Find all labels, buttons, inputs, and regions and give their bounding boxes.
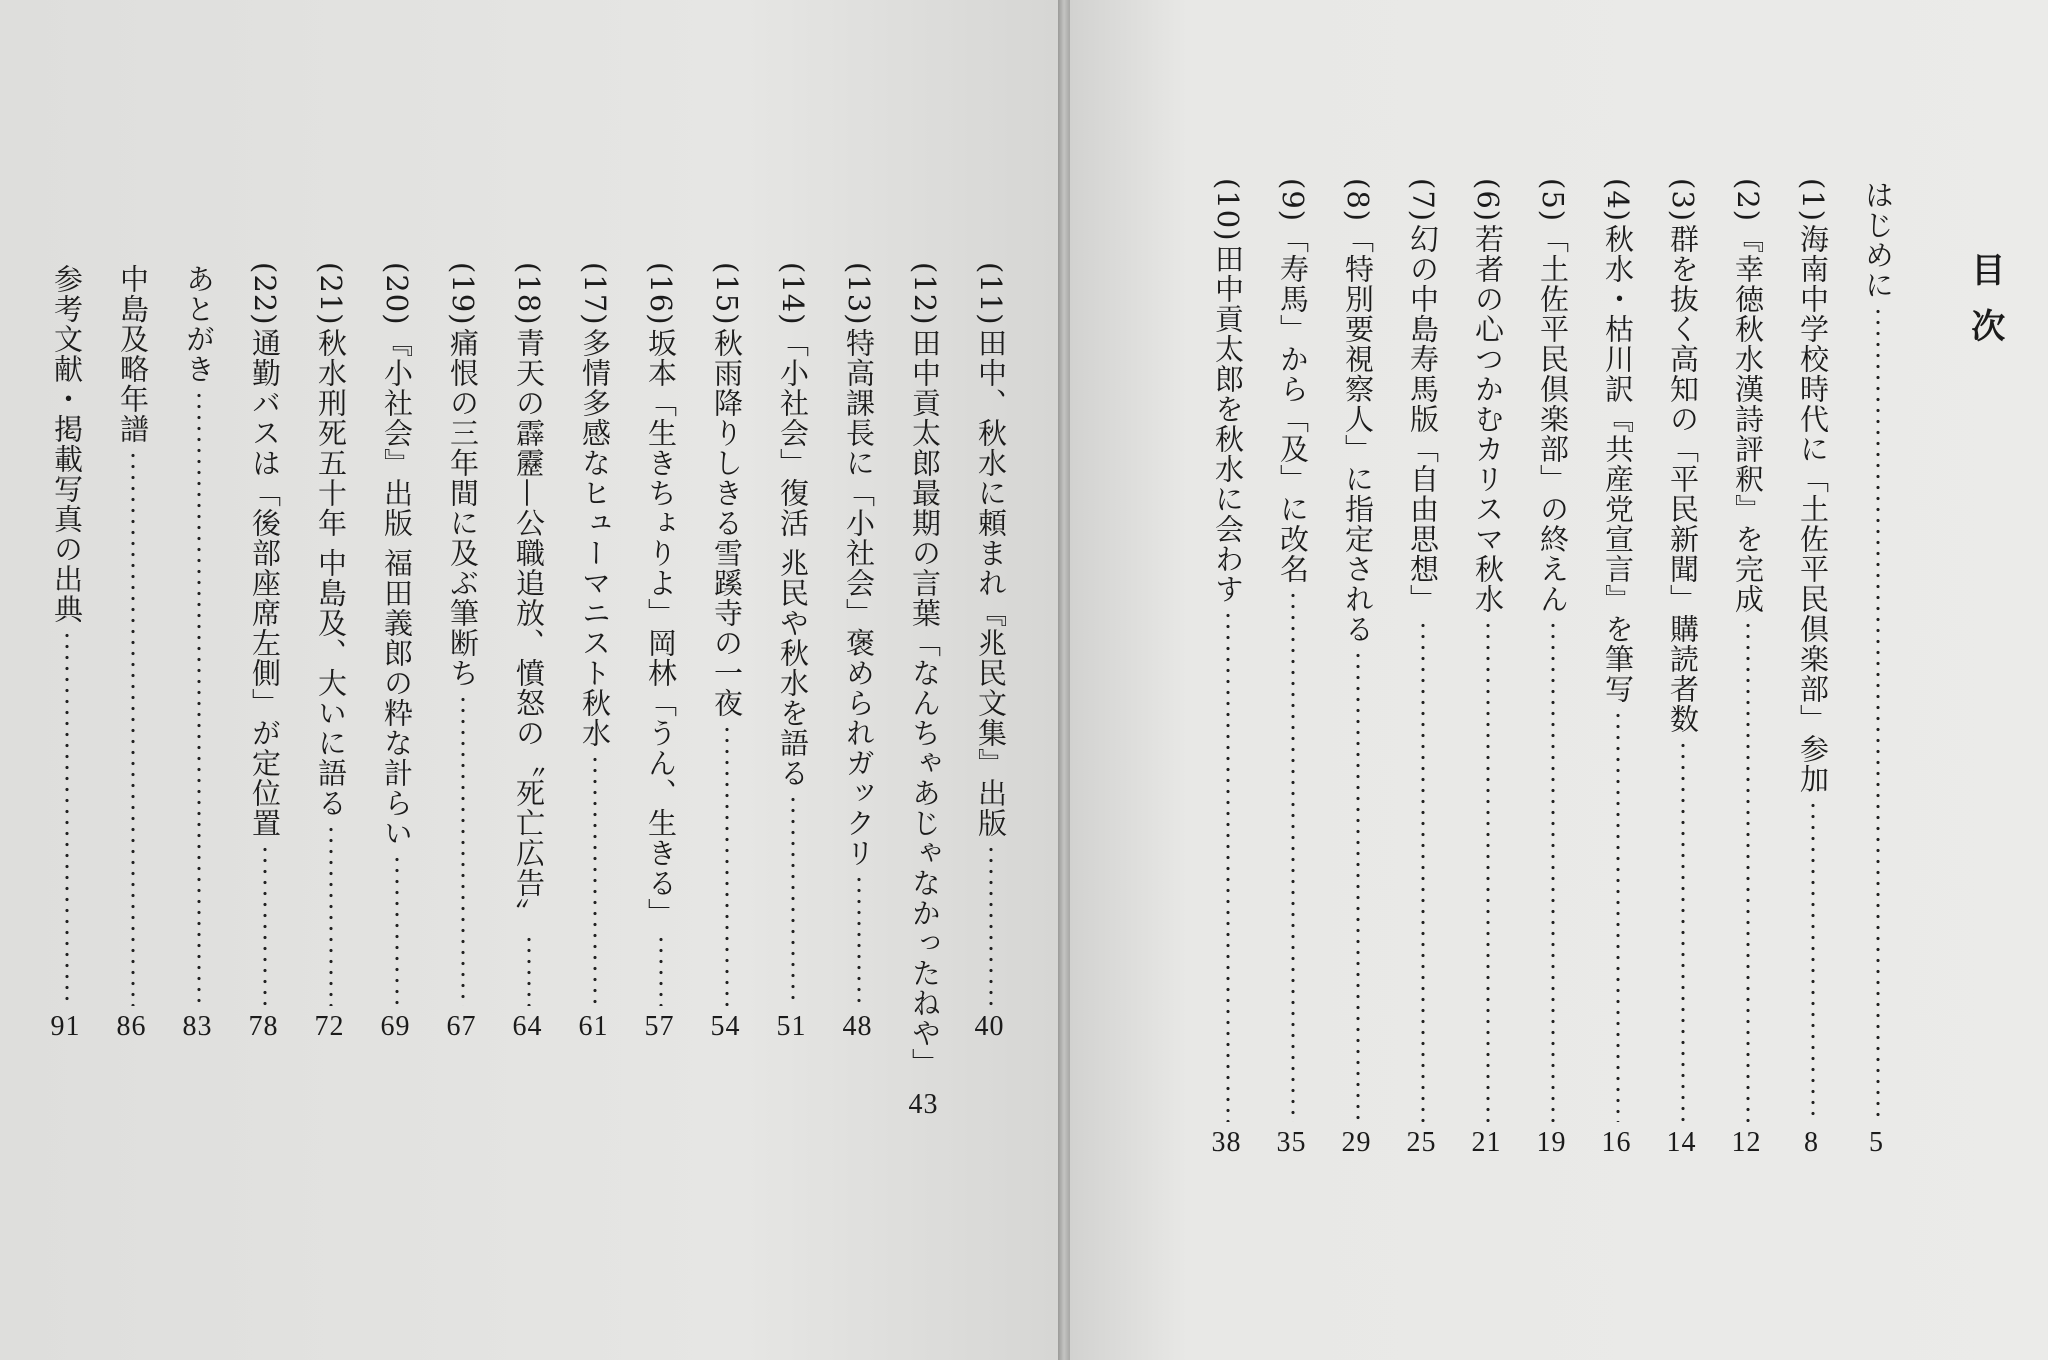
toc-entry — [1278, 178, 1308, 1158]
toc-entry — [778, 262, 808, 1042]
chapter-number: (19) — [446, 262, 480, 326]
toc-entry — [908, 262, 942, 1120]
dot-leader — [1291, 590, 1295, 1122]
toc-entry — [1863, 178, 1893, 1158]
page-number: 40 — [974, 1011, 1005, 1042]
dot-leader — [461, 694, 465, 1006]
dot-leader — [1421, 620, 1425, 1122]
chapter-title: 「特別要視察人」に指定される — [1341, 224, 1375, 645]
toc-entry — [448, 262, 478, 1042]
toc-entry — [382, 262, 412, 1042]
chapter-title: 通勤バスは「後部座席左側」が定位置 — [248, 327, 282, 838]
page-number: 69 — [380, 1011, 411, 1042]
dot-leader — [989, 844, 993, 1006]
chapter-number: (11) — [974, 262, 1008, 326]
dot-leader — [65, 630, 69, 1006]
page-number: 38 — [1211, 1127, 1242, 1158]
chapter-number: (7) — [1406, 178, 1440, 223]
page-number: 83 — [182, 1011, 213, 1042]
chapter-title: 『小社会』出版 福田義郎の粋な計らい — [380, 327, 414, 848]
toc-entry — [1213, 178, 1243, 1158]
chapter-number: (13) — [842, 262, 876, 326]
chapter-title: 幻の中島寿馬版「自由思想」 — [1406, 224, 1440, 615]
page-number: 12 — [1731, 1127, 1762, 1158]
chapter-number: (12) — [908, 262, 942, 326]
toc-entry — [1733, 178, 1763, 1158]
page-number: 61 — [578, 1011, 609, 1042]
page-number: 48 — [842, 1011, 873, 1042]
chapter-number: (6) — [1471, 178, 1505, 223]
dot-leader — [725, 724, 729, 1006]
dot-leader — [1811, 800, 1815, 1122]
page-number: 35 — [1276, 1127, 1307, 1158]
chapter-number: (4) — [1601, 178, 1635, 223]
dot-leader — [1226, 610, 1230, 1122]
dot-leader — [263, 844, 267, 1006]
toc-list-right — [1070, 0, 2048, 1360]
book-gutter — [1058, 0, 1070, 1360]
chapter-number: (18) — [512, 262, 546, 326]
chapter-number: (16) — [644, 262, 678, 326]
chapter-number: (14) — [776, 262, 810, 326]
chapter-title: 坂本「生きちょりよ」岡林「うん、生きる」 — [644, 327, 678, 928]
dot-leader — [1356, 650, 1360, 1122]
toc-entry — [316, 262, 346, 1042]
toc-entry — [1408, 178, 1438, 1158]
toc-entry — [712, 262, 742, 1042]
toc-entry — [976, 262, 1006, 1042]
toc-entry — [1603, 178, 1633, 1158]
dot-leader — [131, 450, 135, 1006]
dot-leader — [1486, 620, 1490, 1122]
chapter-title: 痛恨の三年間に及ぶ筆断ち — [446, 327, 480, 688]
chapter-number: (2) — [1731, 178, 1765, 223]
toc-entry — [514, 262, 544, 1042]
chapter-number: (8) — [1341, 178, 1375, 223]
page-number: 51 — [776, 1011, 807, 1042]
chapter-title: 群を抜く高知の「平民新聞」購読者数 — [1666, 224, 1700, 735]
page-number: 21 — [1471, 1127, 1502, 1158]
page-number: 72 — [314, 1011, 345, 1042]
chapter-title: 秋雨降りしきる雪蹊寺の一夜 — [710, 327, 744, 718]
page-number: 64 — [512, 1011, 543, 1042]
dot-leader — [395, 854, 399, 1006]
chapter-number: (21) — [314, 262, 348, 326]
chapter-number: (20) — [380, 262, 414, 326]
toc-entry — [52, 262, 82, 1042]
toc-entry — [1798, 178, 1828, 1158]
toc-entry — [118, 262, 148, 1042]
chapter-title: 田中貢太郎を秋水に会わす — [1211, 243, 1245, 604]
toc-entry — [580, 262, 610, 1042]
chapter-title: あとがき — [182, 264, 216, 384]
dot-leader — [329, 824, 333, 1006]
page-number: 86 — [116, 1011, 147, 1042]
chapter-title: 多情多感なヒューマニスト秋水 — [578, 327, 612, 748]
chapter-title: 田中、秋水に頼まれ『兆民文集』出版 — [974, 327, 1008, 838]
chapter-title: 特高課長に「小社会」褒められガックリ — [842, 327, 876, 868]
chapter-number: (3) — [1666, 178, 1700, 223]
dot-leader — [527, 934, 531, 1006]
chapter-title: 若者の心つかむカリスマ秋水 — [1471, 224, 1505, 615]
chapter-title: 中島及略年譜 — [116, 264, 150, 444]
page-number: 67 — [446, 1011, 477, 1042]
toc-entry — [1343, 178, 1373, 1158]
chapter-number: (10) — [1211, 178, 1245, 242]
page-number: 54 — [710, 1011, 741, 1042]
dot-leader — [791, 794, 795, 1006]
chapter-title: 参考文献・掲載写真の出典 — [50, 264, 84, 624]
toc-entry — [184, 262, 214, 1042]
chapter-title: 海南中学校時代に「土佐平民倶楽部」参加 — [1796, 224, 1830, 795]
page-number: 19 — [1536, 1127, 1567, 1158]
chapter-number: (1) — [1796, 178, 1830, 223]
toc-entry — [1473, 178, 1503, 1158]
toc-entry — [1668, 178, 1698, 1158]
page-number: 78 — [248, 1011, 279, 1042]
dot-leader — [197, 390, 201, 1006]
page-number: 57 — [644, 1011, 675, 1042]
page-number: 25 — [1406, 1127, 1437, 1158]
chapter-title: 「寿馬」から「及」に改名 — [1276, 224, 1310, 585]
dot-leader — [857, 874, 861, 1006]
dot-leader — [1551, 620, 1555, 1122]
page-number: 5 — [1869, 1127, 1884, 1158]
chapter-number: (17) — [578, 262, 612, 326]
page-number: 8 — [1804, 1127, 1819, 1158]
page-number: 16 — [1601, 1127, 1632, 1158]
chapter-title: 田中貢太郎最期の言葉「なんちゃあじゃなかったねや」 — [908, 327, 942, 1078]
dot-leader — [1746, 620, 1750, 1122]
page-number: 29 — [1341, 1127, 1372, 1158]
toc-entry — [844, 262, 874, 1042]
chapter-title: 秋水刑死五十年 中島及、大いに語る — [314, 327, 348, 818]
chapter-title: 青天の霹靂—公職追放、憤怒の〝死亡広告〟 — [512, 327, 546, 928]
chapter-number: (15) — [710, 262, 744, 326]
page-number: 91 — [50, 1011, 81, 1042]
chapter-title: 「小社会」復活 兆民や秋水を語る — [776, 327, 810, 788]
chapter-title: 『幸徳秋水漢詩評釈』を完成 — [1731, 224, 1765, 615]
chapter-number: (22) — [248, 262, 282, 326]
dot-leader — [1876, 306, 1880, 1122]
contents-heading: 目次 — [1964, 252, 2005, 364]
page-number: 43 — [908, 1088, 939, 1120]
chapter-title: 秋水・枯川訳『共産党宣言』を筆写 — [1601, 224, 1635, 705]
chapter-number: (9) — [1276, 178, 1310, 223]
chapter-title: 「土佐平民倶楽部」の終えん — [1536, 224, 1570, 615]
dot-leader — [1616, 710, 1620, 1122]
page-number: 14 — [1666, 1127, 1697, 1158]
toc-entry — [250, 262, 280, 1042]
dot-leader — [1681, 740, 1685, 1122]
dot-leader — [659, 934, 663, 1006]
toc-entry — [1538, 178, 1568, 1158]
chapter-title: はじめに — [1861, 180, 1895, 300]
toc-entry — [646, 262, 676, 1042]
chapter-number: (5) — [1536, 178, 1570, 223]
dot-leader — [593, 754, 597, 1006]
